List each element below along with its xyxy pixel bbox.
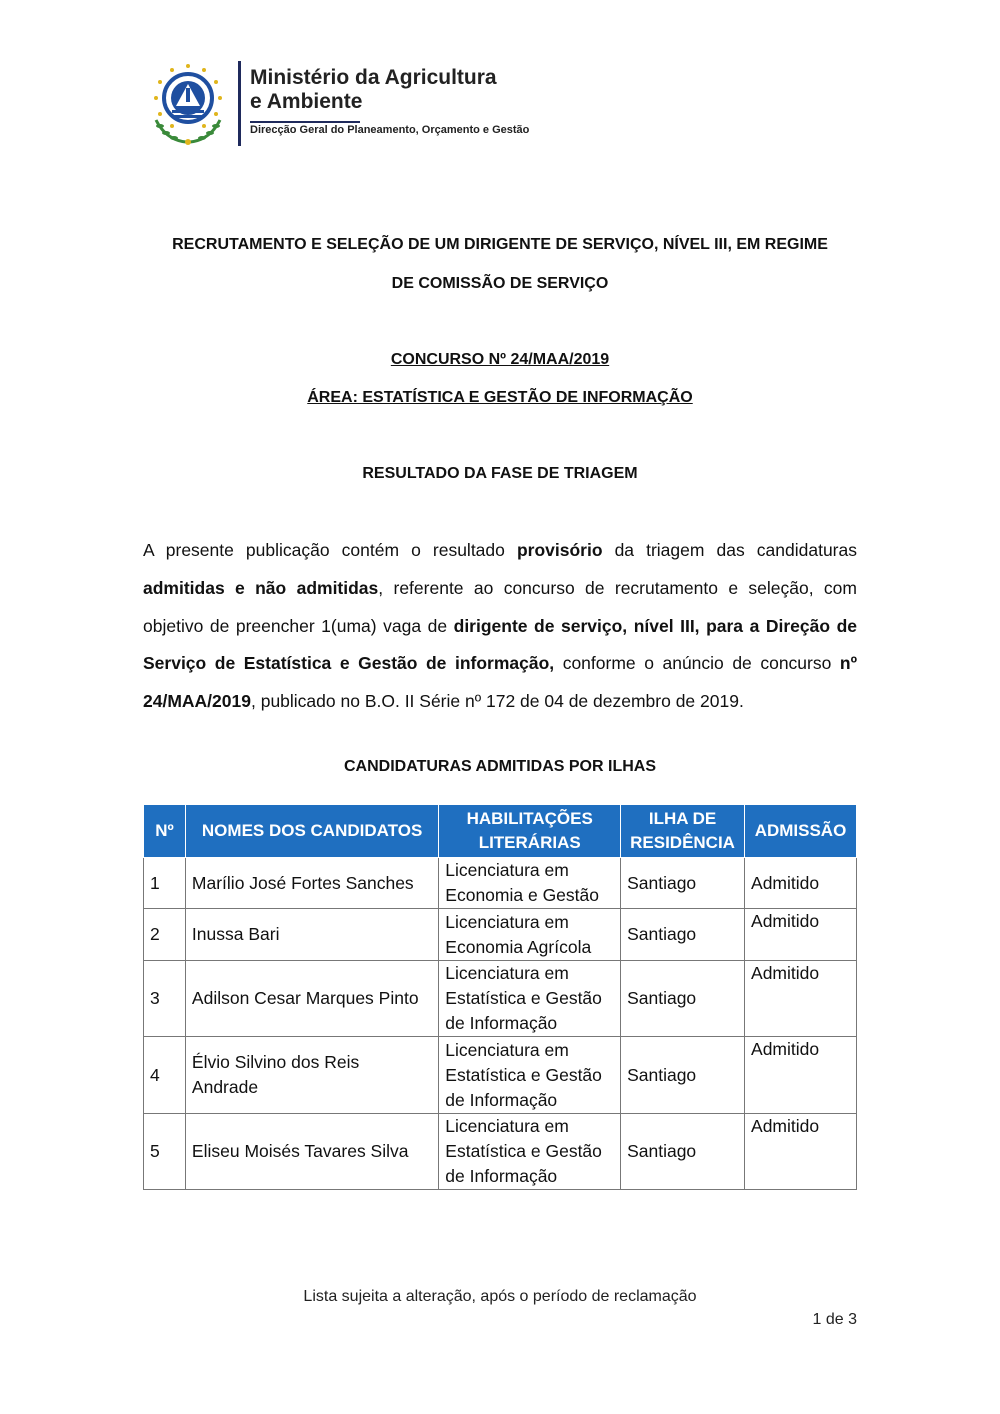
cell-habilitacoes xyxy=(439,909,621,961)
cell-num: 5 xyxy=(144,1114,186,1190)
cell-admissao: Admitido xyxy=(745,1037,857,1114)
name-line-2: Andrade xyxy=(191,1077,259,1097)
header-num: Nº xyxy=(144,805,186,858)
page-number: 1 de 3 xyxy=(812,1311,857,1328)
para-text-5: , publicado no B.O. II Série nº 172 de 04 de dezembro de 2019. xyxy=(250,691,744,712)
intro-paragraph xyxy=(143,532,857,721)
ministry-name xyxy=(250,66,497,114)
para-text-3: , referente ao concurso de recrutamento e seleção, com objetivo de preencher 1(uma) vaga de xyxy=(143,577,857,636)
habil-line-2: Estatística e Gestão xyxy=(445,988,602,1008)
habil-line-3: de Informação xyxy=(445,1089,558,1110)
cell-name xyxy=(185,1037,438,1114)
cell-admissao: Admitido xyxy=(745,858,857,909)
header-habil-line-1: HABILITAÇÕES xyxy=(466,809,593,828)
habil-line-1: Licenciatura em xyxy=(445,963,569,983)
cell-ilha: Santiago xyxy=(621,909,745,961)
area-title: ÁREA: ESTATÍSTICA E GESTÃO DE INFORMAÇÃO xyxy=(307,389,693,406)
resultado-title: RESULTADO DA FASE DE TRIAGEM xyxy=(362,465,638,482)
cell-habilitacoes xyxy=(439,1037,621,1114)
cell-ilha: Santiago xyxy=(621,858,745,909)
cell-num: 1 xyxy=(144,858,186,909)
cell-num: 4 xyxy=(144,1037,186,1114)
header-names: NOMES DOS CANDIDATOS xyxy=(185,805,438,858)
para-bold-provisorio: provisório xyxy=(516,540,603,560)
name-line-1: Élvio Silvino dos Reis xyxy=(191,1052,360,1072)
cell-ilha: Santiago xyxy=(621,961,745,1037)
table-row xyxy=(144,858,857,909)
para-text-2: da triagem das candidaturas xyxy=(602,540,857,560)
logo-divider xyxy=(238,61,241,146)
habil-line-1: Licenciatura em xyxy=(445,1039,569,1060)
concurso-title: CONCURSO Nº 24/MAA/2019 xyxy=(390,351,610,368)
header-ilha xyxy=(621,805,745,858)
habil-line-1: Licenciatura em xyxy=(445,860,569,880)
habil-line-2: Economia Agrícola xyxy=(445,936,592,957)
para-bold-admitidas: admitidas e não admitidas xyxy=(143,577,379,598)
cell-name: Inussa Bari xyxy=(185,909,438,961)
cell-num: 2 xyxy=(144,909,186,961)
cell-name: Eliseu Moisés Tavares Silva xyxy=(185,1114,438,1190)
cell-name: Adilson Cesar Marques Pinto xyxy=(185,961,438,1037)
para-bold-dirigente: dirigente de serviço, nível III, para a Direção de Serviço de Estatística e Gestão de informação, xyxy=(143,615,857,674)
habil-line-3: de Informação xyxy=(445,1166,558,1186)
cell-ilha: Santiago xyxy=(621,1037,745,1114)
ministry-line-2: e Ambiente xyxy=(250,90,363,113)
cell-habilitacoes xyxy=(439,961,621,1037)
habil-line-2: Estatística e Gestão xyxy=(445,1064,602,1085)
cell-admissao: Admitido xyxy=(745,961,857,1037)
header-ilha-line-1: ILHA DE xyxy=(648,809,717,828)
header-ilha-line-2: RESIDÊNCIA xyxy=(630,833,735,852)
cell-num: 3 xyxy=(144,961,186,1037)
footer-note: Lista sujeita a alteração, após o período de reclamação xyxy=(303,1288,697,1305)
table-row xyxy=(144,961,857,1037)
table-row xyxy=(144,1037,857,1114)
main-title-line-1: RECRUTAMENTO E SELEÇÃO DE UM DIRIGENTE DE SERVIÇO, NÍVEL III, EM REGIME xyxy=(172,236,828,253)
header-habilitacoes xyxy=(439,805,621,858)
habil-line-1: Licenciatura em xyxy=(445,1116,569,1136)
para-text-1: A presente publicação contém o resultado xyxy=(143,540,517,560)
table-header-row xyxy=(144,805,857,858)
cell-admissao: Admitido xyxy=(745,1114,857,1190)
habil-line-1: Licenciatura em xyxy=(445,911,569,932)
candidates-table xyxy=(143,804,857,1190)
cell-habilitacoes xyxy=(439,858,621,909)
table-row xyxy=(144,1114,857,1190)
directorate-name: Direcção Geral do Planeamento, Orçamento e Gestão xyxy=(250,124,530,136)
ministry-underline xyxy=(250,121,360,123)
cell-admissao: Admitido xyxy=(745,909,857,961)
para-text-4: conforme o anúncio de concurso xyxy=(554,653,840,674)
cell-name: Marílio José Fortes Sanches xyxy=(185,858,438,909)
habil-line-2: Economia e Gestão xyxy=(445,885,599,905)
ministry-line-1: Ministério da Agricultura xyxy=(250,66,497,89)
letterhead xyxy=(146,58,546,150)
cell-habilitacoes xyxy=(439,1114,621,1190)
habil-line-3: de Informação xyxy=(445,1013,558,1033)
main-title-line-2: DE COMISSÃO DE SERVIÇO xyxy=(391,275,609,292)
candidaturas-title: CANDIDATURAS ADMITIDAS POR ILHAS xyxy=(344,758,656,775)
table-row xyxy=(144,909,857,961)
header-admissao: ADMISSÃO xyxy=(745,805,857,858)
habil-line-2: Estatística e Gestão xyxy=(445,1141,602,1161)
para-bold-concurso-number: nº 24/MAA/2019 xyxy=(143,653,857,712)
cabo-verde-emblem-icon xyxy=(146,58,230,148)
header-habil-line-2: LITERÁRIAS xyxy=(478,833,581,852)
cell-ilha: Santiago xyxy=(621,1114,745,1190)
